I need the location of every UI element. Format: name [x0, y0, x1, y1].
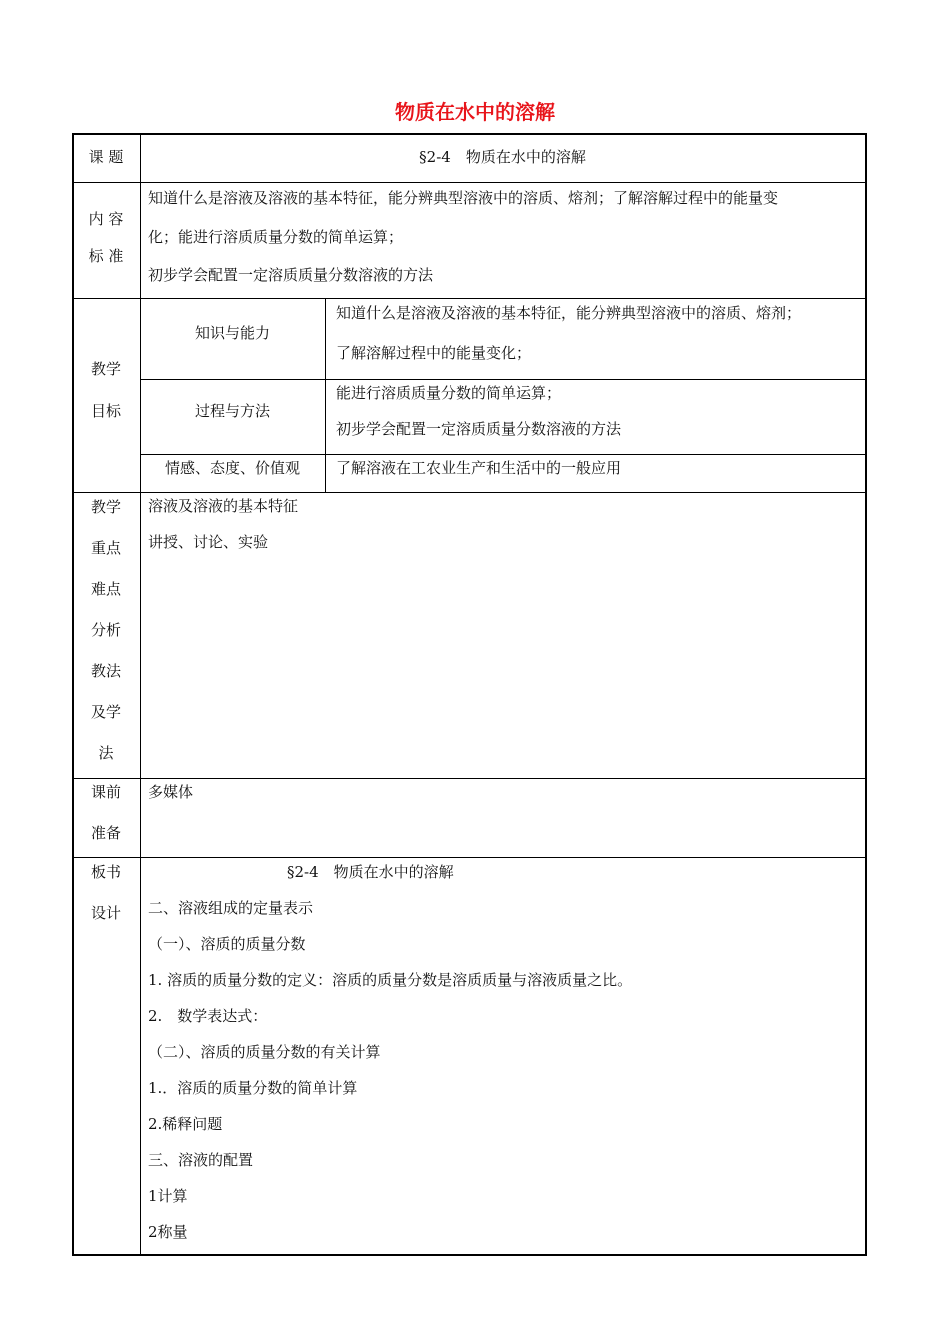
- analysis-label-7: 法: [98, 744, 114, 762]
- goal-attitude-line-1: 了解溶液在工农业生产和生活中的一般应用: [336, 459, 622, 477]
- board-label-2: 设计: [90, 904, 121, 922]
- prep-label-2: 准备: [90, 824, 121, 842]
- board-line-8: 三、溶液的配置: [148, 1151, 254, 1169]
- prep-value: 多媒体: [148, 783, 194, 801]
- goals-label-1: 教学: [90, 360, 121, 378]
- board-label-1: 板书: [90, 863, 121, 881]
- board-line-4: 2. 数学表达式：: [148, 1007, 268, 1025]
- analysis-label-1: 教学: [90, 498, 121, 516]
- standard-line-3: 初步学会配置一定溶质质量分数溶液的方法: [148, 266, 434, 284]
- standard-line-1: 知道什么是溶液及溶液的基本特征，能分辨典型溶液中的溶质、熔剂；了解溶解过程中的能量变: [148, 189, 779, 207]
- goal-process-name: 过程与方法: [194, 402, 270, 420]
- standard-label-2: 标 准: [88, 247, 124, 265]
- board-line-3: 1. 溶质的质量分数的定义：溶质的质量分数是溶质质量与溶液质量之比。: [148, 971, 633, 989]
- board-line-6: 1.．溶质的质量分数的简单计算: [148, 1079, 358, 1097]
- goal-knowledge-line-1: 知道什么是溶液及溶液的基本特征，能分辨典型溶液中的溶质、熔剂；: [336, 304, 802, 322]
- topic-label: 课 题: [88, 148, 124, 166]
- goal-attitude-name: 情感、态度、价值观: [164, 459, 300, 477]
- topic-value: §2-4 物质在水中的溶解: [419, 148, 586, 166]
- board-line-2: （一）、溶质的质量分数: [148, 935, 306, 953]
- goal-knowledge-line-2: 了解溶解过程中的能量变化；: [336, 344, 532, 362]
- analysis-label-3: 难点: [90, 580, 121, 598]
- board-heading: §2-4 物质在水中的溶解: [287, 863, 454, 881]
- document-title: 物质在水中的溶解: [395, 100, 555, 124]
- goal-process-line-1: 能进行溶质质量分数的简单运算；: [336, 384, 562, 402]
- standard-label-1: 内 容: [88, 210, 124, 228]
- board-line-1: 二、溶液组成的定量表示: [148, 899, 314, 917]
- analysis-label-4: 分析: [90, 621, 121, 639]
- board-line-7: 2.稀释问题: [148, 1115, 223, 1133]
- board-line-9: 1计算: [148, 1187, 188, 1205]
- prep-label-1: 课前: [90, 783, 121, 801]
- board-line-5: （二）、溶质的质量分数的有关计算: [148, 1043, 381, 1061]
- board-line-10: 2称量: [148, 1223, 188, 1241]
- analysis-label-2: 重点: [90, 539, 121, 557]
- goal-knowledge-name: 知识与能力: [194, 324, 270, 342]
- standard-line-2: 化；能进行溶质质量分数的简单运算；: [148, 228, 404, 246]
- analysis-label-5: 教法: [90, 662, 121, 680]
- analysis-label-6: 及学: [90, 703, 121, 721]
- analysis-line-2: 讲授、讨论、实验: [148, 533, 269, 551]
- analysis-line-1: 溶液及溶液的基本特征: [148, 497, 299, 515]
- goals-label-2: 目标: [90, 402, 121, 420]
- goal-process-line-2: 初步学会配置一定溶质质量分数溶液的方法: [336, 420, 622, 438]
